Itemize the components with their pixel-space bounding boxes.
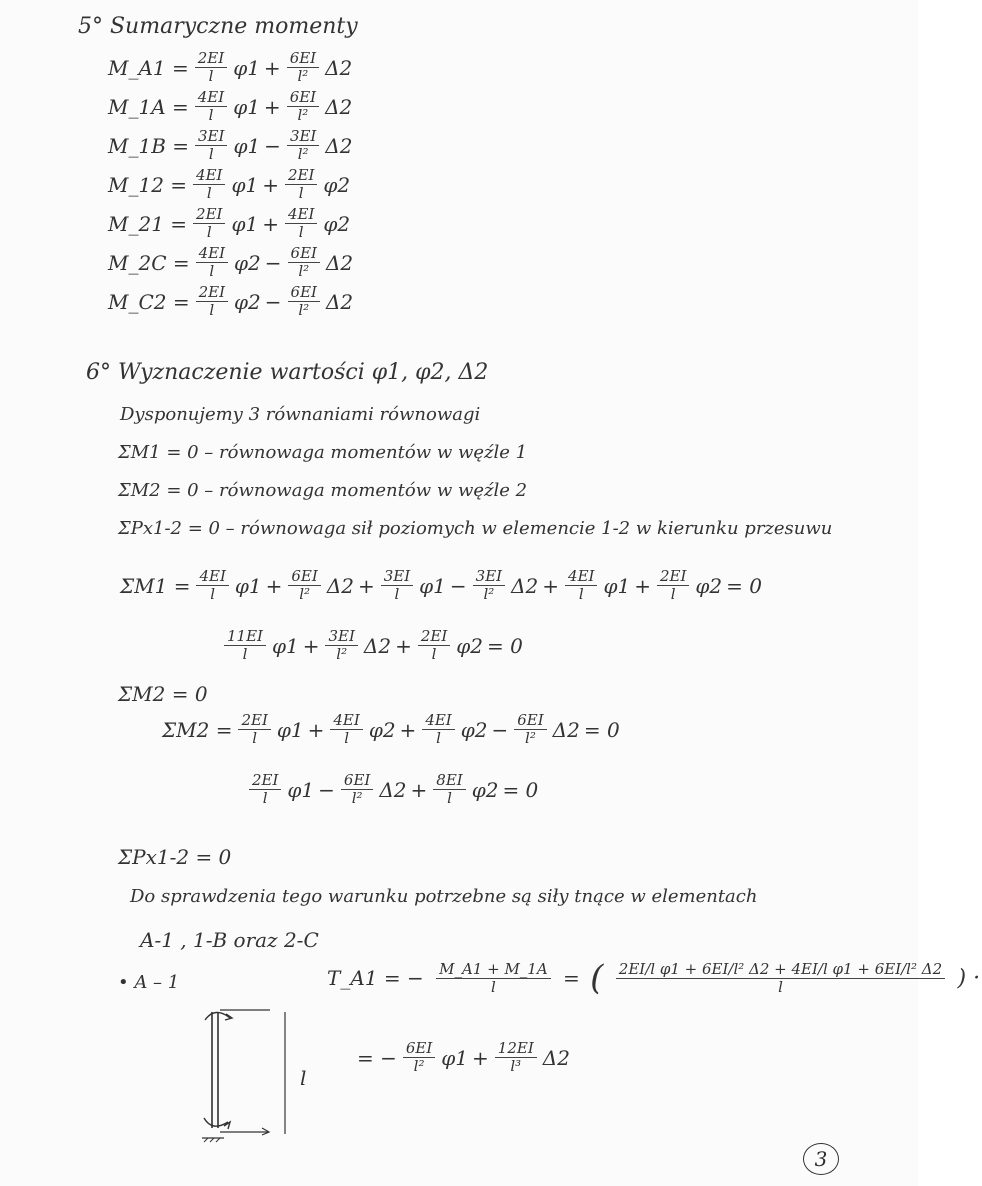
element-a1-bullet: • A – 1: [118, 972, 180, 993]
sum-m2-expanded: [160, 712, 622, 747]
fraction: $\frac{4EI}{l}$: [195, 89, 227, 124]
math-token: −: [449, 573, 467, 598]
fraction: $\frac{3EI}{l}$: [195, 128, 227, 163]
variable: Δ2: [511, 573, 539, 598]
math-token: +: [357, 573, 375, 598]
sum-px-label: ΣPx1-2 = 0: [118, 845, 232, 869]
fraction: $\frac{6EI}{\text{l²}}$: [288, 568, 320, 603]
variable: Δ2: [542, 1045, 570, 1070]
fraction: $\frac{3EI}{l}$: [381, 568, 413, 603]
equation-2-description: ΣM2 = 0 – równowaga momentów w węźle 2: [118, 480, 528, 501]
moment-label: M_21 =: [108, 211, 188, 236]
variable: φ2: [460, 717, 488, 742]
fraction: $\frac{2EI}{l}$: [657, 568, 689, 603]
moment-label: M_A1 =: [108, 55, 189, 80]
operator: +: [263, 94, 281, 119]
moment-row: [106, 245, 355, 280]
moment-row: [106, 50, 354, 85]
math-token: −: [318, 777, 335, 802]
variable: φ2: [471, 777, 499, 802]
sum-m1-simplified: [220, 628, 525, 663]
math-token: +: [634, 573, 651, 598]
math-token: −: [491, 717, 509, 742]
column-length-label: l: [300, 1066, 307, 1090]
math-token: +: [472, 1045, 489, 1070]
variable: φ1: [233, 94, 260, 119]
math-token: ΣM2 =: [162, 717, 233, 742]
fraction: $\frac{3EI}{\text{l²}}$: [287, 128, 319, 163]
variable: φ1: [271, 633, 299, 658]
variable: Δ2: [325, 94, 353, 119]
sum-m1-expanded: [118, 568, 764, 603]
math-token: +: [265, 573, 283, 598]
variable: Δ2: [325, 289, 354, 314]
fraction: $\frac{2EI}{l}$: [195, 50, 227, 85]
moment-row: [106, 284, 355, 319]
variable: φ1: [419, 573, 446, 598]
variable: φ1: [231, 172, 259, 197]
fraction: $\frac{2EI}{l}$: [193, 206, 225, 241]
variable: φ1: [233, 55, 260, 80]
variable: φ2: [234, 289, 261, 314]
ta1-big-fraction: $\frac{\text{2EI/l φ1 + 6EI/l² Δ2 + 4EI/l φ1 + 6EI/l² Δ2}}{l}$: [616, 961, 945, 996]
equations-intro: Dysponujemy 3 równaniami równowagi: [120, 404, 481, 425]
variable: φ2: [323, 172, 351, 197]
shear-ta1-expression: T_A1 = − $\frac{M\_A1 + M\_1A}{l}$ = ( $\frac{\text{2EI/l φ1 + 6EI/l² Δ2 + 4EI/l φ1 + 6EI/l² Δ2}}{l}$ ) ·: [327, 958, 981, 998]
variable: φ2: [368, 717, 396, 742]
math-token: = 0: [502, 777, 539, 802]
variable: Δ2: [326, 573, 354, 598]
variable: Δ2: [552, 717, 580, 742]
fraction: $\frac{2EI}{l}$: [238, 712, 270, 747]
math-token: +: [395, 633, 412, 658]
math-token: +: [399, 717, 417, 742]
variable: φ1: [231, 211, 259, 236]
fraction: $\frac{11EI}{l}$: [224, 628, 266, 663]
ta1-lhs: T_A1 = −: [327, 966, 424, 990]
fraction: $\frac{2EI}{l}$: [418, 628, 450, 663]
variable: φ1: [441, 1045, 469, 1070]
moment-row: [106, 167, 352, 202]
fraction: $\frac{4EI}{l}$: [330, 712, 362, 747]
shear-ta1-result: [355, 1040, 572, 1075]
fraction: $\frac{8EI}{l}$: [433, 772, 465, 807]
fraction: $\frac{6EI}{\text{l²}}$: [287, 50, 319, 85]
variable: Δ2: [325, 250, 354, 275]
variable: φ1: [233, 133, 261, 158]
fraction: $\frac{3EI}{\text{l²}}$: [325, 628, 357, 663]
fraction: $\frac{6EI}{\text{l²}}$: [287, 89, 319, 124]
fraction: $\frac{6EI}{\text{l²}}$: [288, 284, 320, 319]
variable: φ1: [234, 573, 262, 598]
page-number: 3: [803, 1143, 839, 1175]
fraction: $\frac{4EI}{l}$: [285, 206, 317, 241]
sum-m2-simplified: [245, 772, 540, 807]
variable: Δ2: [379, 777, 407, 802]
operator: +: [262, 211, 279, 236]
fraction: $\frac{4EI}{l}$: [196, 245, 228, 280]
moment-label: M_2C =: [108, 250, 190, 275]
math-token: +: [410, 777, 428, 802]
operator: −: [264, 133, 281, 158]
variable: φ2: [234, 250, 261, 275]
fraction: $\frac{12EI}{\text{l³}}$: [495, 1040, 537, 1075]
math-token: +: [307, 717, 325, 742]
variable: φ2: [456, 633, 483, 658]
variable: φ2: [695, 573, 723, 598]
operator: +: [263, 55, 281, 80]
operator: +: [262, 172, 279, 197]
fraction: $\frac{2EI}{l}$: [249, 772, 281, 807]
moment-row: [106, 128, 355, 163]
moment-row: [106, 89, 354, 124]
fraction: $\frac{4EI}{l}$: [565, 568, 597, 603]
math-token: +: [542, 573, 560, 598]
shear-forces-note: Do sprawdzenia tego warunku potrzebne są siły tnące w elementach: [130, 886, 758, 907]
section6-heading: 6° Wyznaczenie wartości φ1, φ2, Δ2: [86, 360, 489, 385]
variable: φ1: [603, 573, 631, 598]
fraction: $\frac{2EI}{l}$: [196, 284, 228, 319]
ta1-fraction: $\frac{M\_A1 + M\_1A}{l}$: [436, 961, 551, 996]
moment-label: M_12 =: [108, 172, 188, 197]
fraction: $\frac{2EI}{l}$: [285, 167, 317, 202]
operator: −: [264, 289, 282, 314]
elements-list: A-1 , 1-B oraz 2-C: [140, 928, 319, 952]
sum-m2-label: ΣM2 = 0: [118, 682, 208, 706]
variable: Δ2: [363, 633, 392, 658]
variable: φ1: [276, 717, 304, 742]
moment-label: M_1A =: [108, 94, 189, 119]
fraction: $\frac{4EI}{l}$: [193, 167, 225, 202]
moment-label: M_1B =: [108, 133, 190, 158]
math-token: = 0: [583, 717, 620, 742]
fraction: $\frac{4EI}{l}$: [422, 712, 454, 747]
variable: Δ2: [325, 55, 353, 80]
moment-label: M_C2 =: [108, 289, 190, 314]
math-token: ΣM1 =: [120, 573, 191, 598]
fraction: $\frac{4EI}{l}$: [196, 568, 228, 603]
fraction: $\frac{6EI}{\text{l²}}$: [288, 245, 320, 280]
fraction: $\frac{6EI}{\text{l²}}$: [403, 1040, 435, 1075]
math-token: = 0: [726, 573, 762, 598]
variable: φ2: [323, 211, 351, 236]
variable: Δ2: [325, 133, 353, 158]
operator: −: [264, 250, 282, 275]
fraction: $\frac{3EI}{\text{l²}}$: [473, 568, 505, 603]
equation-3-description: ΣPx1-2 = 0 – równowaga sił poziomych w elemencie 1-2 w kierunku przesuwu: [118, 518, 833, 539]
fraction: $\frac{6EI}{\text{l²}}$: [514, 712, 546, 747]
column-sketch: [190, 1000, 310, 1150]
math-token: +: [302, 633, 320, 658]
moment-row: [106, 206, 352, 241]
fraction: $\frac{6EI}{\text{l²}}$: [341, 772, 373, 807]
section5-heading: 5° Sumaryczne momenty: [78, 14, 358, 39]
math-token: = 0: [486, 633, 523, 658]
equation-1-description: ΣM1 = 0 – równowaga momentów w węźle 1: [118, 442, 528, 463]
variable: φ1: [287, 777, 315, 802]
math-token: = −: [357, 1045, 397, 1070]
